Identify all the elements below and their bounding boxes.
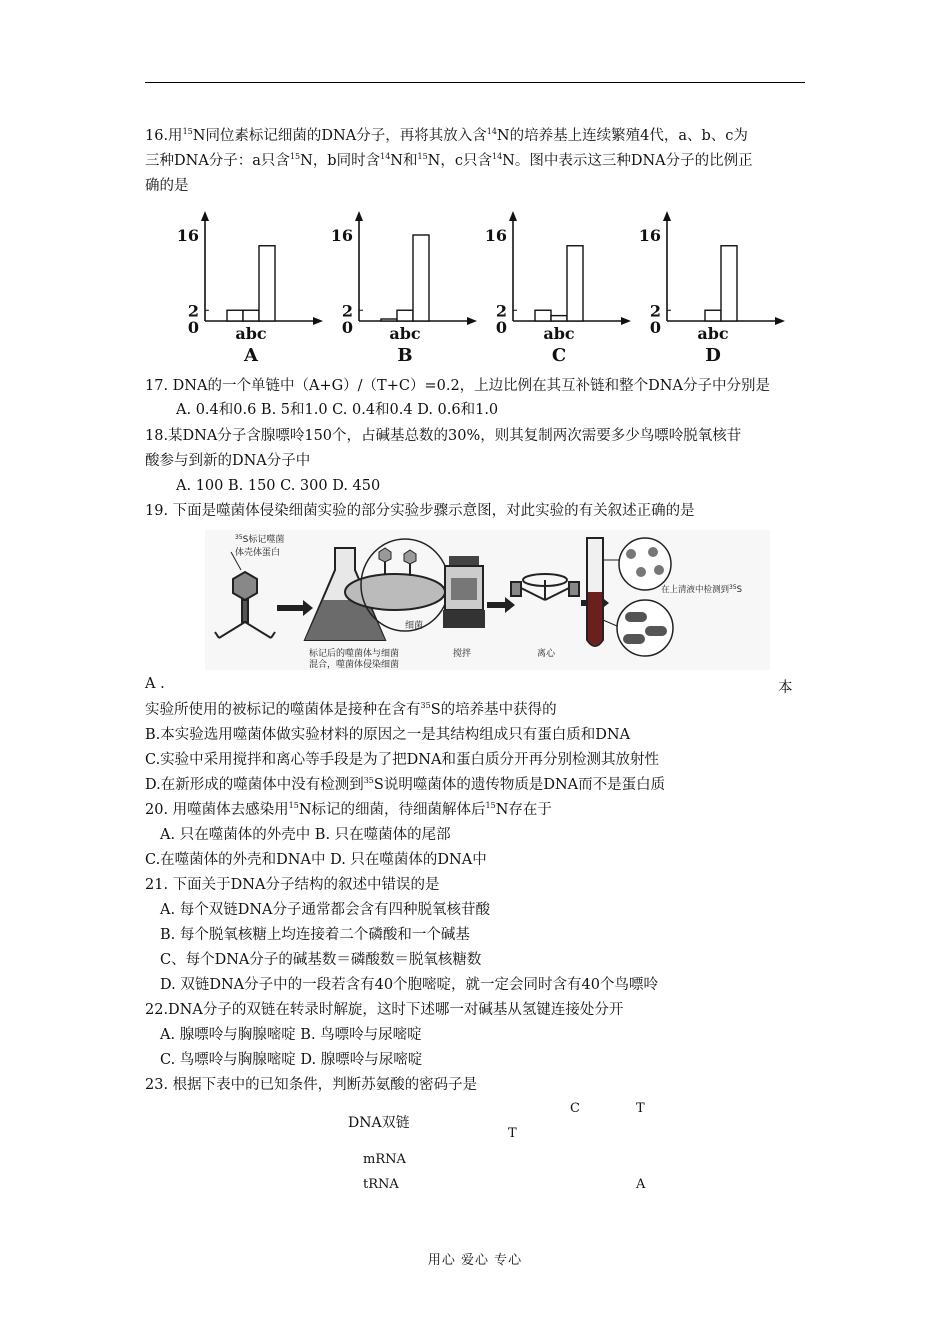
bacteria-label: 细菌	[405, 621, 424, 631]
q23-cell-a: A	[636, 1177, 646, 1192]
y-tick-label: 16	[484, 226, 507, 245]
x-axis-label: abc	[235, 324, 267, 343]
x-axis-arrow	[313, 317, 323, 325]
q23-cell-c: C	[570, 1101, 580, 1116]
test-tube-icon	[587, 538, 603, 646]
q19-optD: D.在新形成的噬菌体中没有检测到$^{35}$S说明噬菌体的遗传物质是DNA而不是蛋白质	[145, 776, 666, 793]
q23-cell-t1: T	[636, 1101, 645, 1116]
y-axis-arrow	[663, 211, 671, 221]
y-tick-label: 16	[176, 226, 199, 245]
phage-label-2: 体壳体蛋白	[235, 548, 281, 558]
svg-text:35S标记噬菌	[235, 533, 284, 545]
phage-label-sup: 35	[235, 534, 243, 541]
y-tick-label: 0	[341, 318, 353, 337]
bar-c	[721, 246, 737, 321]
q17-options: A. 0.4和0.6 B. 5和1.0 C. 0.4和0.4 D. 0.6和1.0	[176, 402, 499, 418]
q23-row-dna: DNA双链	[348, 1115, 410, 1131]
sediment-icon	[617, 600, 673, 656]
y-tick-label: 0	[495, 318, 507, 337]
q21-optC: C、每个DNA分子的碱基数＝磷酸数＝脱氧核糖数	[160, 952, 482, 968]
y-axis-arrow	[201, 211, 209, 221]
q21-optD: D. 双链DNA分子中的一段若含有40个胞嘧啶，就一定会同时含有40个鸟嘌呤	[160, 977, 659, 993]
q19-stem: 19. 下面是噬菌体侵染细菌实验的部分实验步骤示意图，对此实验的有关叙述正确的是	[145, 503, 695, 519]
bar-b	[243, 310, 259, 321]
bar-b	[705, 310, 721, 321]
q16-line3: 确的是	[145, 178, 189, 194]
q19-optA-start: A .	[145, 676, 165, 692]
q23-cell-t2: T	[508, 1126, 517, 1141]
page-footer: 用心 爱心 专心	[427, 1253, 523, 1268]
q22-optCD: C. 鸟嘌呤与胸腺嘧啶 D. 腺嘌呤与尿嘧啶	[160, 1052, 423, 1068]
bar-c	[567, 246, 583, 321]
chart-letter-label: A	[244, 345, 258, 366]
q19-optB: B.本实验选用噬菌体做实验材料的原因之一是其结构组成只有蛋白质和DNA	[145, 727, 631, 743]
q19-optA-line2: 实验所使用的被标记的噬菌体是接种在含有$^{35}$S的培养基中获得的	[145, 701, 557, 718]
bar-b	[551, 316, 567, 321]
q21-optA: A. 每个双链DNA分子通常都会含有四种脱氧核苷酸	[160, 902, 490, 918]
q16-charts	[170, 205, 790, 375]
q23-row-mrna: mRNA	[363, 1152, 406, 1167]
stir-label: 搅拌	[453, 649, 472, 659]
y-tick-label: 16	[330, 226, 353, 245]
q18-line1: 18.某DNA分子含腺嘌呤150个，占碱基总数的30%，则其复制两次需要多少鸟嘌呤脱氧核苷	[145, 428, 742, 444]
q22-stem: 22.DNA分子的双链在转录时解旋，这时下述哪一对碱基从氢键连接处分开	[145, 1002, 624, 1018]
bar-a	[535, 310, 551, 321]
y-tick-label: 2	[341, 301, 353, 321]
q19-optA-end: 本	[778, 680, 793, 696]
q16-line1: 16.用$^{15}$N同位素标记细菌的DNA分子，再将其放入含$^{14}$N的培养基上连续繁殖4代，a、b、c为	[145, 127, 748, 144]
mix-label-1: 标记后的噬菌体与细菌	[309, 649, 400, 659]
q21-optB: B. 每个脱氧核糖上均连接着二个磷酸和一个碱基	[160, 927, 470, 943]
chart-letter-label: C	[551, 345, 567, 366]
phage-label-1: S标记噬菌	[242, 535, 285, 545]
x-axis-label: abc	[697, 324, 729, 343]
q20-optCD: C.在噬菌体的外壳和DNA中 D. 只在噬菌体的DNA中	[145, 852, 487, 868]
y-tick-label: 2	[187, 301, 199, 321]
q23-stem: 23. 根据下表中的已知条件，判断苏氨酸的密码子是	[145, 1077, 478, 1093]
x-axis-label: abc	[389, 324, 421, 343]
q22-optAB: A. 腺嘌呤与胸腺嘧啶 B. 鸟嘌呤与尿嘧啶	[160, 1027, 422, 1043]
chart-letter-label: B	[397, 345, 413, 366]
q21-stem: 21. 下面关于DNA分子结构的叙述中错误的是	[145, 877, 440, 893]
x-axis-arrow	[621, 317, 631, 325]
x-axis-arrow	[775, 317, 785, 325]
y-tick-label: 2	[495, 301, 507, 321]
q18-line2: 酸参与到新的DNA分子中	[145, 453, 311, 469]
y-axis-arrow	[355, 211, 363, 221]
q18-options: A. 100 B. 150 C. 300 D. 450	[176, 478, 381, 494]
q23-row-trna: tRNA	[363, 1177, 399, 1192]
chart-letter-label: D	[705, 345, 721, 366]
x-axis-arrow	[467, 317, 477, 325]
q20-optAB: A. 只在噬菌体的外壳中 B. 只在噬菌体的尾部	[160, 827, 451, 843]
phage-experiment-figure	[205, 530, 770, 670]
header-rule	[145, 82, 805, 83]
x-axis-label: abc	[543, 324, 575, 343]
bar-c	[259, 246, 275, 321]
bar-a	[381, 319, 397, 321]
y-tick-label: 16	[638, 226, 661, 245]
mix-label-2: 混合，噬菌体侵染细菌	[309, 660, 400, 670]
blender-icon	[443, 556, 485, 628]
detect-label: 在上清液中检测到$^{35}$S	[661, 584, 743, 595]
q19-optC: C.实验中采用搅拌和离心等手段是为了把DNA和蛋白质分开再分别检测其放射性	[145, 752, 659, 768]
q16-line2: 三种DNA分子：a只含$^{15}$N，b同时含$^{14}$N和$^{15}$N，c只含$^{14}$N。图中表示这三种DNA分子的比例正	[145, 152, 753, 169]
y-axis-arrow	[509, 211, 517, 221]
y-tick-label: 2	[649, 301, 661, 321]
bar-b	[397, 310, 413, 321]
y-tick-label: 0	[187, 318, 199, 337]
q17-stem: 17. DNA的一个单链中（A+G）/（T+C）=0.2，上边比例在其互补链和整个DNA分子中分别是	[145, 378, 770, 394]
y-tick-label: 0	[649, 318, 661, 337]
supernatant-icon	[619, 538, 671, 590]
q20-stem: 20. 用噬菌体去感染用$^{15}$N标记的细菌，待细菌解体后$^{15}$N存在于	[145, 801, 552, 818]
bar-c	[413, 235, 429, 321]
bar-a	[227, 310, 243, 321]
centrifuge-label: 离心	[537, 649, 556, 659]
